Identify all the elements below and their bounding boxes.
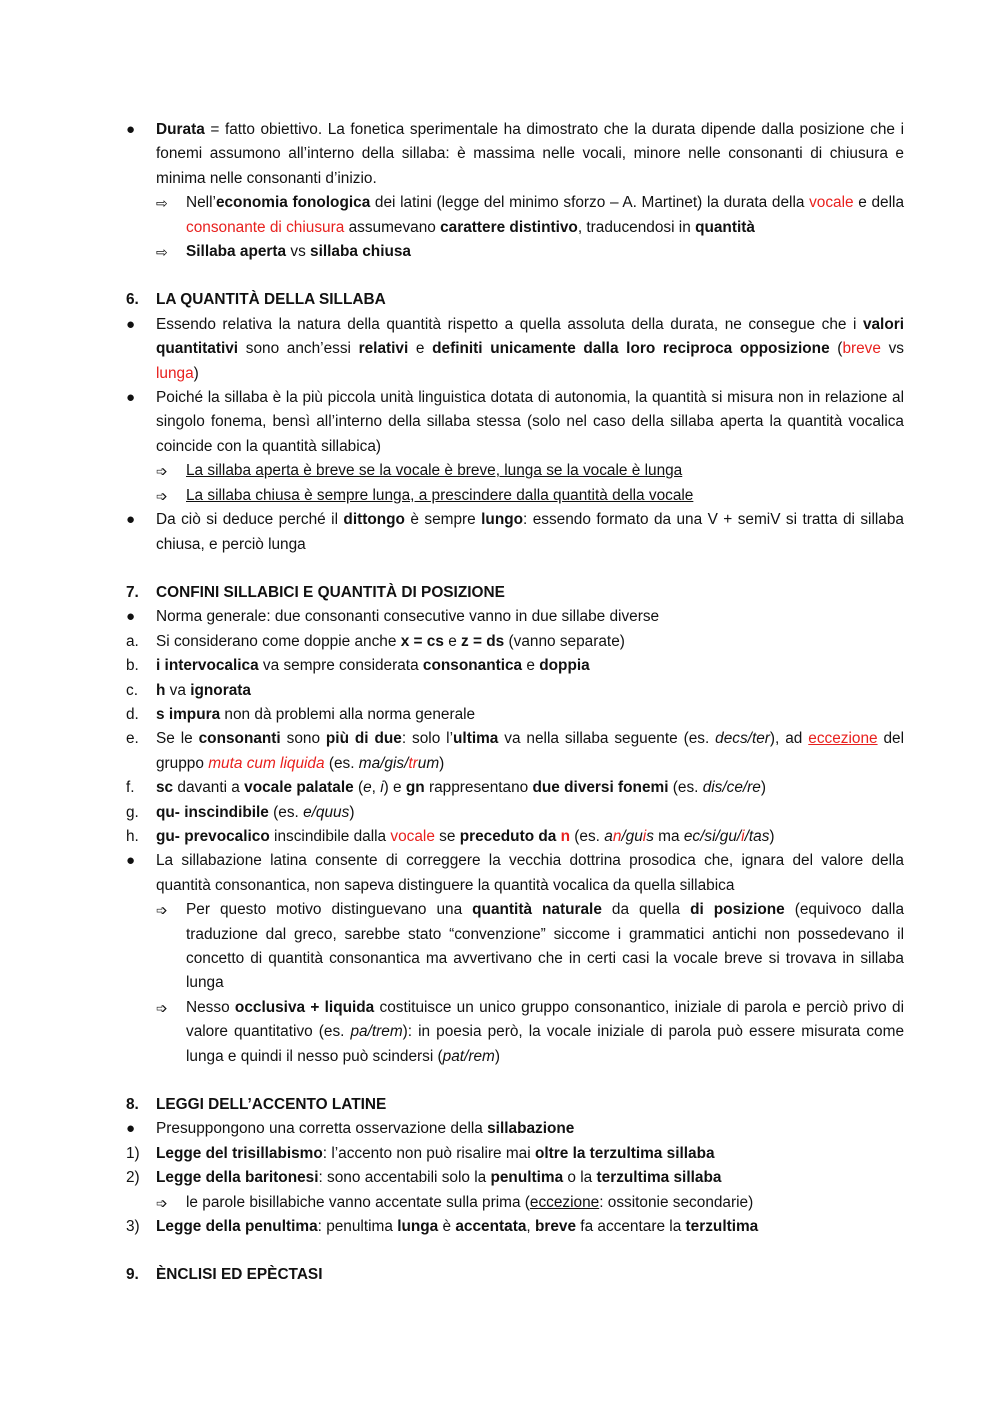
s6-bullet-1: ● Essendo relativa la natura della quantità rispetto a quella assoluta della durata, ne consegue che i valori quantitativi sono anch’essi relativi e definiti unicamente dalla loro reciproca opposizione (breve vs lunga): [126, 313, 904, 386]
s7-item-c: c. h va ignorata: [126, 679, 904, 703]
s7-arrow-2: ➩ Nesso occlusiva + liquida costituisce un unico gruppo consonantico, iniziale di parola e perciò privo di valore quantitativo (es. pa/trem): in poesia però, la vocale iniziale di parola può essere misurata come lunga e quindi il nesso può scindersi (pat/rem): [126, 996, 904, 1069]
section-number: 6.: [126, 291, 139, 309]
arrow-right-icon: ➩: [156, 999, 168, 1016]
bullet-icon: ●: [126, 389, 136, 407]
s7-item-e: e. Se le consonanti sono più di due: solo l’ultima va nella sillaba seguente (es. decs/ter), ad eccezione del gruppo muta cum liquida (es. ma/gis/trum): [126, 727, 904, 776]
arrow-right-icon: ⇨: [156, 244, 168, 261]
bullet-icon: ●: [126, 608, 136, 626]
list-marker: d.: [126, 705, 139, 723]
s7-item-a: a. Si considerano come doppie anche x = cs e z = ds (vanno separate): [126, 630, 904, 654]
s7-item-h: h. gu- prevocalico inscindibile dalla vocale se preceduto da n (es. an/guis ma ec/si/gu/i/tas): [126, 825, 904, 849]
durata-text: = fatto obiettivo. La fonetica sperimentale ha dimostrato che la durata dipende dalla posizione che i fonemi assumono all’interno della sillaba: è massima nelle vocali, minore nelle consonanti di chiusura e minima nelle consonanti d’inizio.: [156, 121, 904, 187]
arrow-right-icon: ➩: [156, 1194, 168, 1211]
s7-item-b: b. i intervocalica va sempre considerata consonantica e doppia: [126, 654, 904, 678]
s6-arrow-2: ➩ La sillaba chiusa è sempre lunga, a prescindere dalla quantità della vocale: [126, 484, 904, 508]
s8-law-1: 1) Legge del trisillabismo: l’accento non può risalire mai oltre la terzultima sillaba: [126, 1142, 904, 1166]
spacer: [126, 557, 904, 581]
s8-bullet-1: ● Presuppongono una corretta osservazione della sillabazione: [126, 1117, 904, 1141]
s7-item-f: f. sc davanti a vocale palatale (e, i) e gn rappresentano due diversi fonemi (es. dis/ce/re): [126, 776, 904, 800]
section-7-heading: [126, 581, 904, 605]
section-title: LA QUANTITÀ DELLA SILLABA: [156, 291, 386, 309]
s8-law-3: 3) Legge della penultima: penultima lunga è accentata, breve fa accentare la terzultima: [126, 1215, 904, 1239]
list-marker: 3): [126, 1218, 140, 1236]
bullet-icon: ●: [126, 852, 136, 870]
bullet-icon: ●: [126, 511, 136, 529]
bullet-icon: ●: [126, 315, 136, 333]
durata-term: Durata: [156, 121, 205, 138]
spacer: [126, 264, 904, 288]
list-marker: 2): [126, 1169, 140, 1187]
s7-arrow-1: ➩ Per questo motivo distinguevano una quantità naturale da quella di posizione (equivoco dalla traduzione dal greco, sarebbe stato “convenzione” siccome i grammatici antichi non possedevano il concetto di quantità consonantica ma avvertivano che in certi casi la vocale breve si trovava in sillaba lunga: [126, 898, 904, 996]
s7-norma: ● Norma generale: due consonanti consecutive vanno in due sillabe diverse: [126, 605, 904, 629]
section-title: CONFINI SILLABICI E QUANTITÀ DI POSIZIONE: [156, 583, 505, 601]
arrow-right-icon: ➩: [156, 463, 168, 480]
durata-sub-1: ⇨ Nell’economia fonologica dei latini (legge del minimo sforzo – A. Martinet) la durata della vocale e della consonante di chiusura assumevano carattere distintivo, traducendosi in quantità: [126, 191, 904, 240]
s7-item-g: g. qu- inscindibile (es. e/quus): [126, 801, 904, 825]
section-8-heading: [126, 1093, 904, 1117]
bullet-icon: ●: [126, 1120, 136, 1138]
section-6-heading: [126, 288, 904, 312]
s7-bullet-2: ● La sillabazione latina consente di correggere la vecchia dottrina prosodica che, ignara del valore della quantità consonantica, non sapeva distinguere la quantità vocalica da quella sillabica: [126, 849, 904, 898]
section-title: LEGGI DELL’ACCENTO LATINE: [156, 1096, 387, 1114]
durata-item: [126, 118, 904, 191]
list-marker: c.: [126, 681, 138, 699]
section-number: 8.: [126, 1096, 139, 1114]
arrow-right-icon: ➩: [156, 902, 168, 919]
s6-bullet-3: ● Da ciò si deduce perché il dittongo è sempre lungo: essendo formato da una V + semiV si tratta di sillaba chiusa, e perciò lunga: [126, 508, 904, 557]
s6-arrow-1: ➩ La sillaba aperta è breve se la vocale è breve, lunga se la vocale è lunga: [126, 459, 904, 483]
section-number: 7.: [126, 583, 139, 601]
spacer: [126, 1239, 904, 1263]
s8-law-2-arrow: ➩ le parole bisillabiche vanno accentate sulla prima (eccezione: ossitonie secondarie): [126, 1191, 904, 1215]
arrow-right-icon: ➩: [156, 487, 168, 504]
s7-item-d: d. s impura non dà problemi alla norma generale: [126, 703, 904, 727]
s6-bullet-2: ● Poiché la sillaba è la più piccola unità linguistica dotata di autonomia, la quantità si misura non in relazione al singolo fonema, bensì all’interno della sillaba stessa (solo nel caso della sillaba aperta la quantità vocalica coincide con la quantità sillabica): [126, 386, 904, 459]
section-9-heading: [126, 1263, 904, 1287]
list-marker: a.: [126, 632, 139, 650]
section-number: 9.: [126, 1266, 139, 1284]
s8-law-2: 2) Legge della baritonesi: sono accentabili solo la penultima o la terzultima sillaba: [126, 1166, 904, 1190]
bullet-icon: ●: [126, 121, 136, 138]
arrow-right-icon: ⇨: [156, 195, 168, 212]
durata-sub-2: ⇨ Sillaba aperta vs sillaba chiusa: [126, 240, 904, 264]
list-marker: f.: [126, 779, 135, 797]
list-marker: b.: [126, 657, 139, 675]
list-marker: e.: [126, 730, 139, 748]
list-marker: g.: [126, 803, 139, 821]
list-marker: 1): [126, 1144, 140, 1162]
spacer: [126, 1069, 904, 1093]
list-marker: h.: [126, 827, 139, 845]
section-title: ÈNCLISI ED EPÈCTASI: [156, 1266, 323, 1284]
